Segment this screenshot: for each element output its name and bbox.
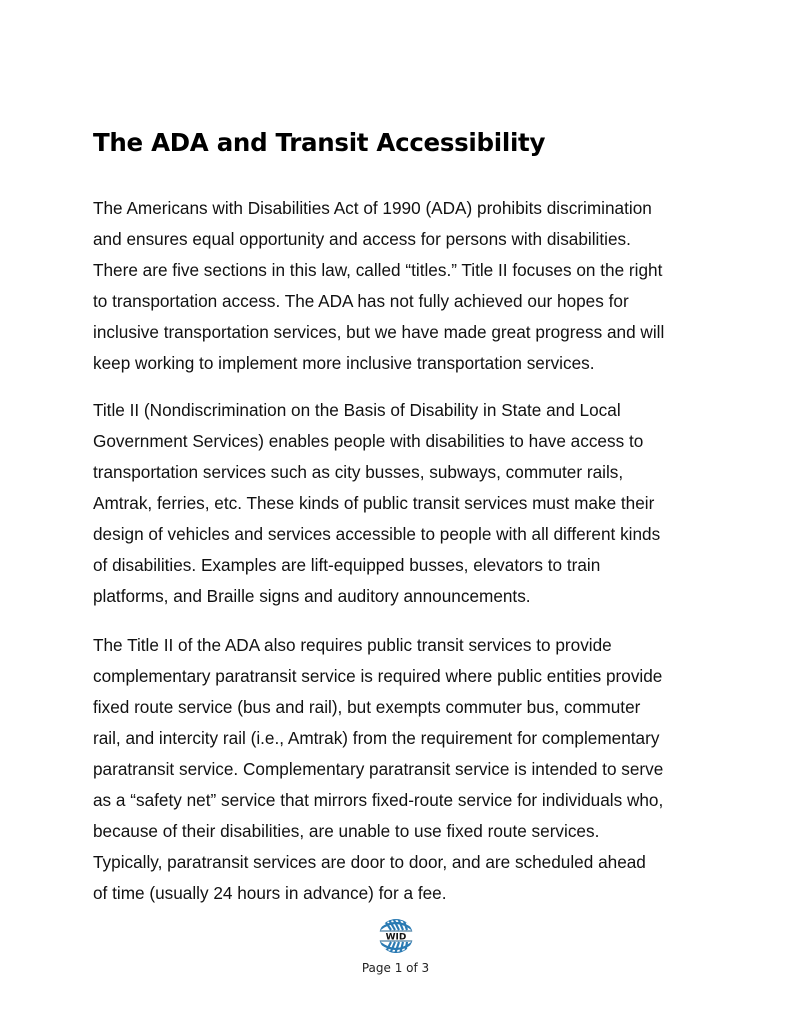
text-line: Typically, paratransit services are door to door, and are scheduled ahead: [93, 852, 646, 872]
globe-logo-icon: [377, 918, 415, 954]
text-line: inclusive transportation services, but we have made great progress and will: [93, 322, 665, 342]
text-line: platforms, and Braille signs and auditory announcements.: [93, 586, 531, 606]
text-line: as a “safety net” service that mirrors fixed-route service for individuals who,: [93, 790, 664, 810]
text-line: keep working to implement more inclusive transportation services.: [93, 353, 595, 373]
text-line: of disabilities. Examples are lift-equipped busses, elevators to train: [93, 555, 601, 575]
page-number: Page 1 of 3: [361, 961, 430, 975]
text-line: There are five sections in this law, called “titles.” Title II focuses on the right: [93, 260, 663, 280]
text-line: rail, and intercity rail (i.e., Amtrak) from the requirement for complementary: [93, 728, 660, 748]
text-line: Title II (Nondiscrimination on the Basis of Disability in State and Local: [93, 400, 621, 420]
page-footer: [0, 918, 791, 959]
text-line: The Title II of the ADA also requires public transit services to provide: [93, 635, 612, 655]
text-line: Government Services) enables people with disabilities to have access to: [93, 431, 644, 451]
paragraph-paratransit: [93, 630, 663, 909]
text-line: of time (usually 24 hours in advance) for a fee.: [93, 883, 447, 903]
document-title: The ADA and Transit Accessibility: [93, 128, 546, 157]
paragraph-title-ii-services: [93, 395, 660, 612]
text-line: because of their disabilities, are unable to use fixed route services.: [93, 821, 600, 841]
text-line: paratransit service. Complementary paratransit service is intended to serve: [93, 759, 664, 779]
text-line: and ensures equal opportunity and access for persons with disabilities.: [93, 229, 631, 249]
paragraph-ada-overview: [93, 193, 664, 379]
text-line: Amtrak, ferries, etc. These kinds of public transit services must make their: [93, 493, 655, 513]
text-line: to transportation access. The ADA has not fully achieved our hopes for: [93, 291, 629, 311]
svg-text:WID: WID: [385, 932, 406, 943]
text-line: design of vehicles and services accessible to people with all different kinds: [93, 524, 661, 544]
text-line: The Americans with Disabilities Act of 1990 (ADA) prohibits discrimination: [93, 198, 652, 218]
text-line: transportation services such as city busses, subways, commuter rails,: [93, 462, 624, 482]
text-line: complementary paratransit service is required where public entities provide: [93, 666, 663, 686]
text-line: fixed route service (bus and rail), but exempts commuter bus, commuter: [93, 697, 641, 717]
